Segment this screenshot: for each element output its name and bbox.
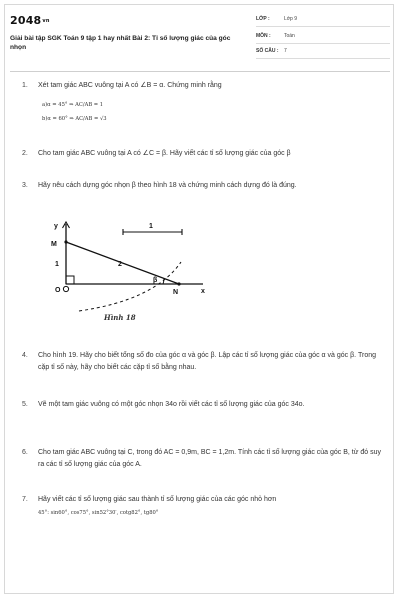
question-text: Cho tam giác ABC vuông tại C, trong đó AC = 0,9m, BC = 1,2m. Tính các tỉ số lượng giác của góc B, từ đó suy ra các tỉ số lượng giác của góc A. [38, 449, 382, 468]
document-title: Giải bài tập SGK Toán 9 tập 1 hay nhất Bài 2: Tỉ số lượng giác của góc nhọn [10, 35, 231, 51]
hypotenuse-mn [66, 242, 179, 284]
question-number: 4. [22, 352, 28, 359]
question-number: 6. [22, 449, 28, 456]
class-value: Lớp 9 [284, 16, 298, 22]
point-n [177, 282, 180, 285]
class-line [256, 26, 390, 27]
subject-line [256, 43, 390, 44]
figure-caption: Hình 18 [104, 313, 136, 322]
label-o: O [55, 287, 61, 294]
count-value: 7 [284, 48, 287, 54]
question-number: 3. [22, 182, 28, 189]
question-number: 1. [22, 82, 28, 89]
subject-value: Toán [284, 33, 295, 39]
question-text: Cho tam giác ABC vuông tại A có ∠C = β. Hãy viết các tỉ số lượng giác của góc β [38, 150, 291, 157]
subject-label: MÔN : [256, 33, 271, 39]
header-divider [10, 71, 390, 72]
class-label: LỚP : [256, 16, 270, 22]
right-angle-mark [66, 276, 74, 284]
count-label: SỐ CÂU : [256, 48, 279, 54]
site-logo[interactable]: 2048vn [10, 14, 50, 27]
label-two: 2 [118, 261, 122, 268]
figure-18-drawing [45, 210, 215, 328]
label-m: M [51, 241, 57, 248]
construction-arc [79, 262, 181, 311]
label-x: x [201, 288, 205, 295]
formula-line: 45°: sin60°, cos75°, sin52°30′, cotg82°, tg80° [38, 510, 159, 516]
question-number: 2. [22, 150, 28, 157]
formula-line: a)α = 45° ⇒ AC/AB = 1 [42, 102, 104, 108]
label-n: N [173, 289, 179, 296]
question-number: 5. [22, 401, 28, 408]
question-text: Xét tam giác ABC vuông tại A có ∠B = α. Chứng minh rằng [38, 82, 222, 89]
origin-marker [63, 286, 68, 291]
label-beta: β [153, 277, 158, 284]
label-one-left: 1 [55, 261, 59, 268]
question-text: Vẽ một tam giác vuông có một góc nhọn 34o rồi viết các tỉ số lượng giác của góc 34o. [38, 401, 305, 408]
question-text: Hãy nêu cách dựng góc nhọn β theo hình 18 và chứng minh cách dựng đó là đúng. [38, 182, 297, 189]
point-m [64, 240, 67, 243]
label-y: y [54, 223, 58, 230]
question-text: Cho hình 19. Hãy cho biết tổng số đo của góc α và góc β. Lập các tỉ số lượng giác của góc α và góc β. Trong cặp tỉ số này, hãy cho biết các cặp tỉ số bằng nhau. [38, 352, 377, 371]
figure-18 [45, 210, 215, 328]
question-text: Hãy viết các tỉ số lượng giác sau thành tỉ số lượng giác của các góc nhỏ hơn [38, 496, 277, 503]
question-number: 7. [22, 496, 28, 503]
formula-line: b)α = 60° ⇒ AC/AB = √3 [42, 116, 107, 122]
label-one-top: 1 [149, 223, 153, 230]
count-line [256, 58, 390, 59]
